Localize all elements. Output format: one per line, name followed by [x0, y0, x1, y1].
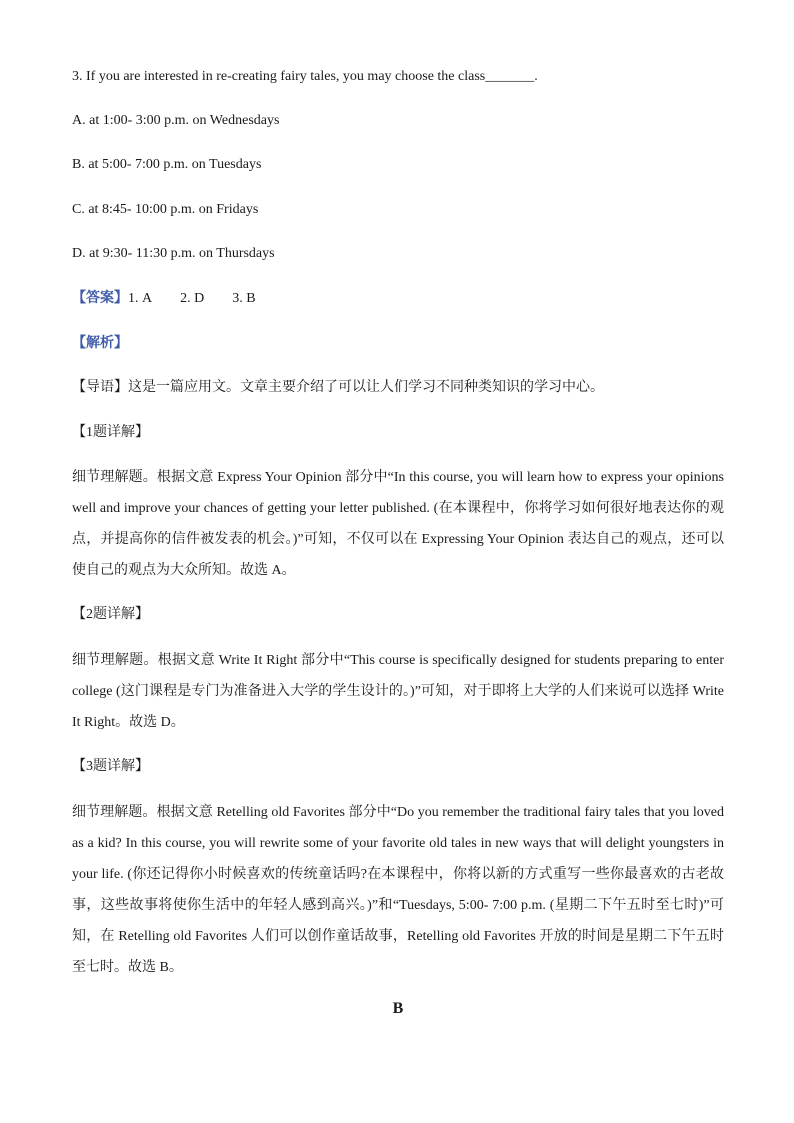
answer-label: 【答案】	[72, 291, 128, 306]
intro-text: 【导语】这是一篇应用文。文章主要介绍了可以让人们学习不同种类知识的学习中心。	[72, 380, 604, 395]
q2-title: 【2题详解】	[72, 607, 149, 622]
option-d: D. at 9:30- 11:30 p.m. on Thursdays	[72, 246, 275, 261]
q3-body: 细节理解题。根据文意 Retelling old Favorites 部分中“Do you remember the traditional fairy tales that you loved as a kid? In this course, you will rewrite some of your favorite old tales in new ways that will delight youngsters in your life. (你还记得你小时候喜欢的传统童话吗?在本课程中，你将以新的方式重写一些你最喜欢的古老故事，这些故事将使你生活中的年轻人感到高兴。)”和“Tuesdays, 5:00- 7:00 p.m. (星期二下午五时至七时)”可知，在 Retelling old Favorites 人们可以创作童话故事，Retelling old Favorites 开放的时间是星期二下午五时至七时。故选 B。	[72, 805, 724, 975]
option-b: B. at 5:00- 7:00 p.m. on Tuesdays	[72, 157, 262, 172]
answer-item-3: 3. B	[232, 291, 256, 306]
q1-body: 细节理解题。根据文意 Express Your Opinion 部分中“In this course, you will learn how to express your opinions well and improve your chances of getting your letter published. (在本课程中，你将学习如何很好地表达你的观点，并提高你的信件被发表的机会。)”可知，不仅可以在 Expressing Your Opinion 表达自己的观点，还可以使自己的观点为大众所知。故选 A。	[72, 470, 724, 578]
q1-title: 【1题详解】	[72, 425, 149, 440]
option-a: A. at 1:00- 3:00 p.m. on Wednesdays	[72, 113, 280, 128]
section-label: B	[392, 1000, 404, 1017]
answer-item-1: 1. A	[128, 291, 153, 306]
q3-title: 【3题详解】	[72, 759, 149, 774]
answer-item-2: 2. D	[180, 291, 205, 306]
analysis-label: 【解析】	[72, 336, 128, 351]
answer-line	[72, 289, 256, 309]
question-stem: 3. If you are interested in re-creating fairy tales, you may choose the class_______.	[72, 69, 538, 84]
option-c: C. at 8:45- 10:00 p.m. on Fridays	[72, 202, 259, 217]
q2-body: 细节理解题。根据文意 Write It Right 部分中“This course is specifically designed for students preparing to enter college (这门课程是专门为准备进入大学的学生设计的。)”可知，对于即将上大学的人们来说可以选择 Write It Right。故选 D。	[72, 653, 724, 730]
